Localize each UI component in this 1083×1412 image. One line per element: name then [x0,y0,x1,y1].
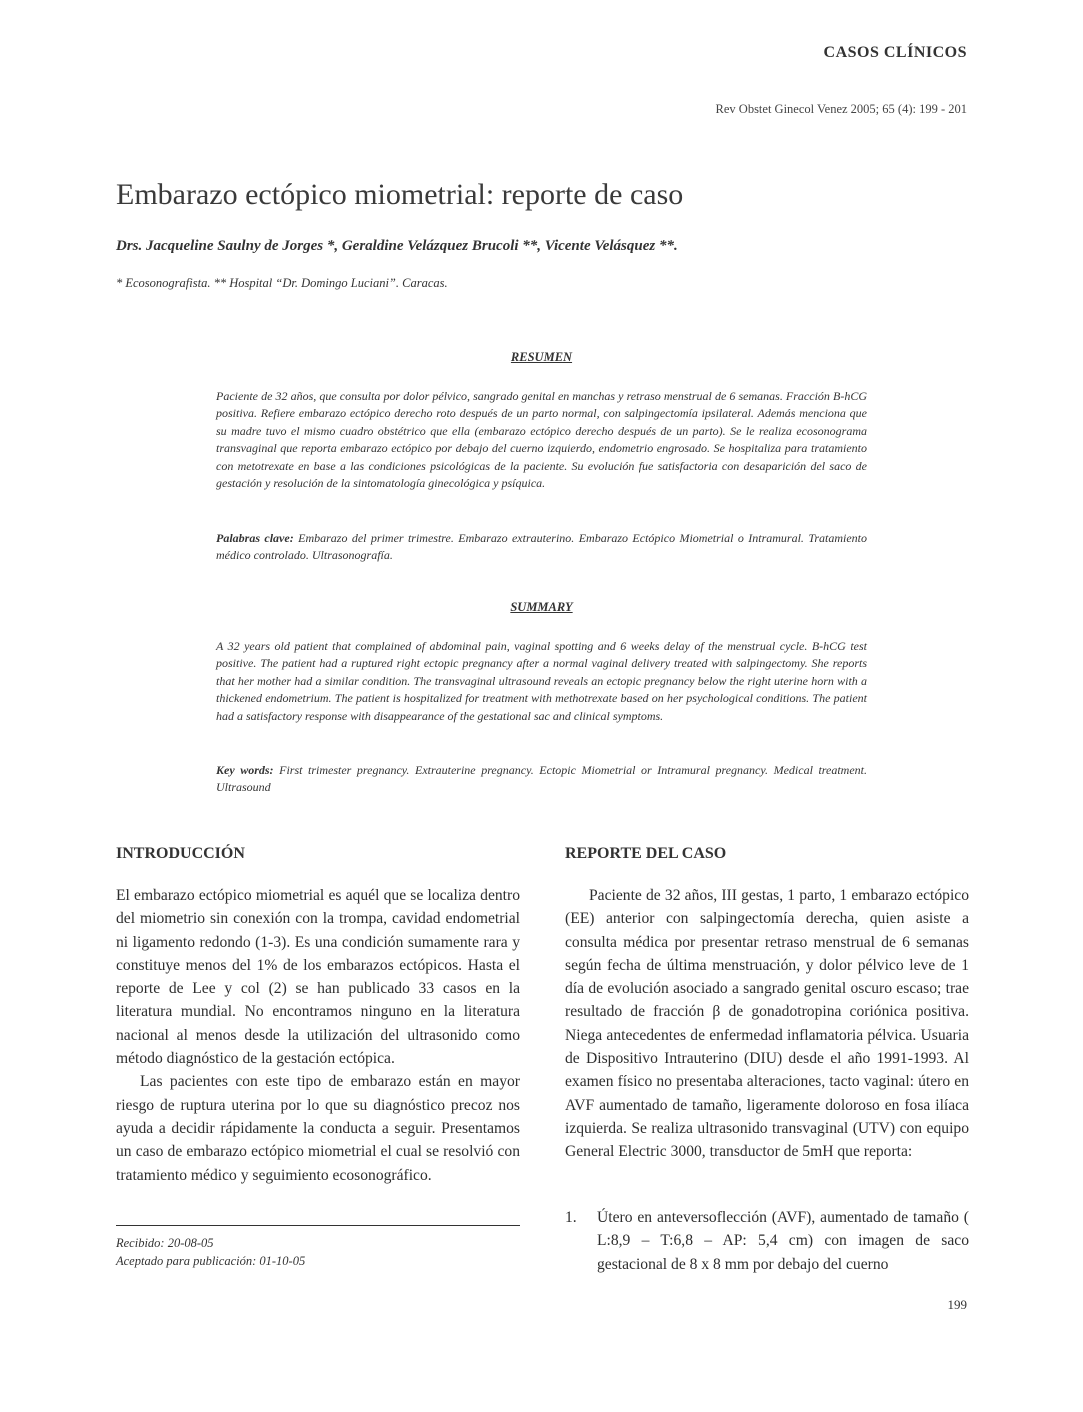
summary-heading: SUMMARY [510,600,573,614]
findings-list-item [565,1206,969,1276]
list-item-text: Útero en anteversoflección (AVF), aumentado de tamaño ( L:8,9 – T:6,8 – AP: 5,4 cm) con imagen de saco gestacional de 8 x 8 mm por debajo del cuerno [597,1209,969,1273]
footnote-divider [116,1225,520,1226]
introduccion-paragraph-2: Las pacientes con este tipo de embarazo están en mayor riesgo de ruptura uterina por lo que su diagnóstico precoz nos ayuda a decidir rápidamente la conducta a seguir. Presentamos un caso de embarazo ectópico miometrial el cual se resolvió con tratamiento médico y seguimiento ecosonográfico. [116,1073,520,1184]
summary-keywords-label: Key words: [216,763,274,777]
resumen-keywords-text: Embarazo del primer trimestre. Embarazo extrauterino. Embarazo Ectópico Miometrial o Intramural. Tratamiento médico controlado. Ultrasonografía. [216,531,868,563]
introduccion-paragraph-1: El embarazo ectópico miometrial es aquél que se localiza dentro del miometrio sin conexión con la trompa, cavidad endometrial ni ligamento redondo (1-3). Es una condición sumamente rara y constituye menos del 1% de los embarazos ectópicos. Hasta el reporte de Lee y col (2) se han publicado 33 casos en la literatura mundial. No encontramos ninguno en la literatura nacional al menos desde la utilización del ultrasonido como método diagnóstico de la gestación ectópica. [116,887,520,1068]
journal-citation: Rev Obstet Ginecol Venez 2005; 65 (4): 199 - 201 [715,102,967,116]
reporte-body [565,884,969,1164]
resumen-heading: RESUMEN [510,350,573,364]
accepted-date: Aceptado para publicación: 01-10-05 [116,1254,306,1268]
introduccion-body [116,884,520,1187]
list-item-number: 1. [565,1209,577,1226]
resumen-keywords [216,530,867,565]
section-label: CASOS CLÍNICOS [823,44,967,61]
summary-keywords-text: First trimester pregnancy. Extrauterine pregnancy. Ectopic Miometrial or Intramural pregnancy. Medical treatment. Ultrasound [216,763,867,795]
received-date: Recibido: 20-08-05 [116,1236,214,1250]
reporte-paragraph-1: Paciente de 32 años, III gestas, 1 parto, 1 embarazo ectópico (EE) anterior con salpingectomía derecha, quien asiste a consulta médica por presentar retraso menstrual de 6 semanas según fecha de última menstruación, y dolor pélvico leve de 1 día de evolución asociado a sangrado genital oscuro escaso; trae resultado de fracción β de gonadotropina coriónica positiva. Niega antecedentes de enfermedad inflamatoria pélvica. Usuaria de Dispositivo Intrauterino (DIU) desde el año 1991-1993. Al examen físico no presentaba alteraciones, tacto vaginal: útero en AVF aumentado de tamaño, ligeramente doloroso en fosa ilíaca izquierda. Se realiza ultrasonido transvaginal (UTV) con equipo General Electric 3000, transductor de 5mH que reporta: [565,887,969,1161]
introduccion-heading: INTRODUCCIÓN [116,845,245,862]
resumen-keywords-label: Palabras clave: [216,531,294,545]
page-number: 199 [947,1297,967,1312]
summary-keywords [216,762,867,797]
article-dates [116,1234,305,1270]
resumen-text: Paciente de 32 años, que consulta por dolor pélvico, sangrado genital en manchas y retraso menstrual de 6 semanas. Fracción B-hCG positiva. Refiere embarazo ectópico derecho roto después de un parto normal, con salpingectomía ipsilateral. Además menciona que su madre tuvo el mismo cuadro obstétrico que ella (embarazo ectópico derecho después de un parto). Se le realiza ecosonograma transvaginal que reporta embarazo ectópico por debajo del cuerno izquierdo, endometrio engrosado. Se hospitaliza para tratamiento con metotrexate en base a las condiciones psicológicas de la paciente. Su evolución fue satisfactoria con desaparición del saco de gestación y resolución de la sintomatología ginecológica y psíquica. [216,389,867,491]
article-authors: Drs. Jacqueline Saulny de Jorges *, Geraldine Velázquez Brucoli **, Vicente Velásquez **. [116,238,678,254]
reporte-heading: REPORTE DEL CASO [565,845,727,862]
author-affiliation: * Ecosonografista. ** Hospital “Dr. Domingo Luciani”. Caracas. [116,276,448,290]
summary-text: A 32 years old patient that complained of abdominal pain, vaginal spotting and 6 weeks delay of the menstrual cycle. B-hCG test positive. The patient had a ruptured right ectopic pregnancy after a normal vaginal delivery treated with salpingectomy. She reports that her mother had a similar condition. The transvaginal ultrasound reveals an ectopic pregnancy below the right uterine horn with a thickened endometrium. The patient is hospitalized for treatment with methotrexate based on her psychological conditions. The patient had a satisfactory response with disappearance of the gestational sac and clinical symptoms. [216,639,867,723]
article-title: Embarazo ectópico miometrial: reporte de caso [116,178,684,211]
